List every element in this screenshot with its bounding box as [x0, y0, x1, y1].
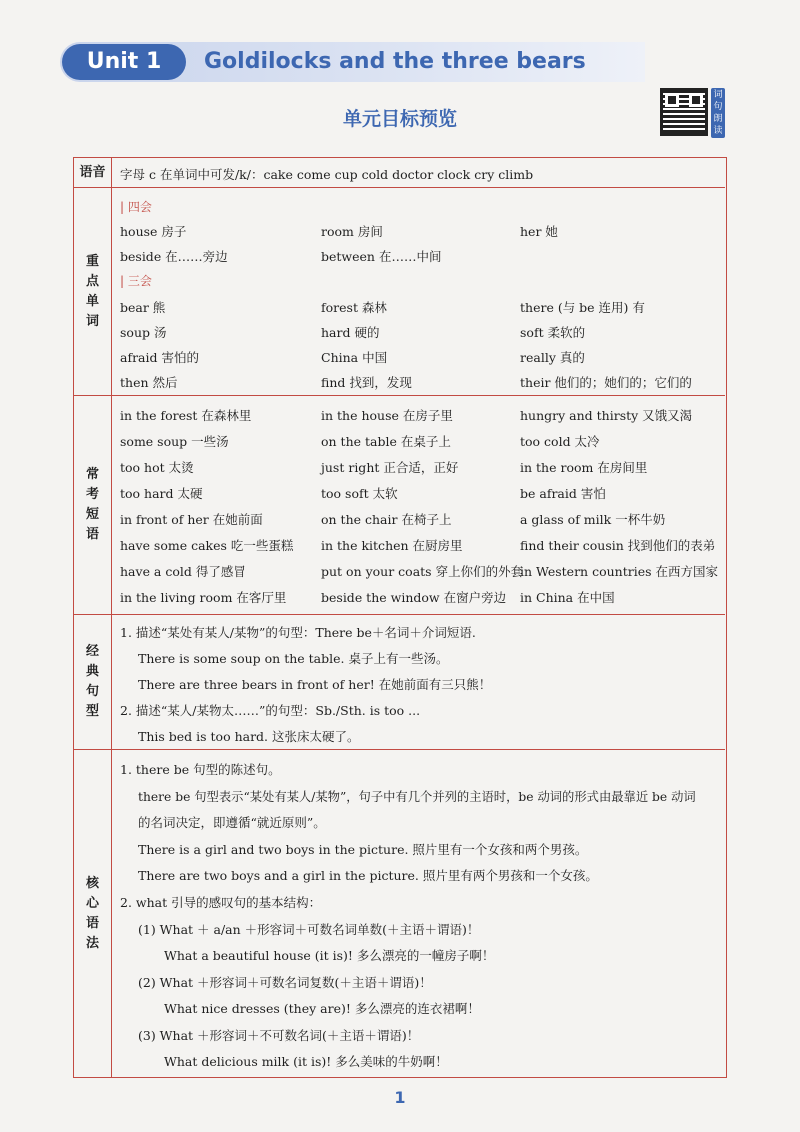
grammar-line: (3) What ＋形容词＋不可数名词(＋主语＋谓语)！ — [138, 1028, 420, 1043]
grammar-line: There are two boys and a girl in the picture. 照片里有两个男孩和一个女孩。 — [138, 868, 598, 883]
word-item: house 房子 — [120, 224, 187, 239]
phrase-item: on the chair 在椅子上 — [321, 512, 452, 527]
phrase-item: in Western countries 在西方国家 — [520, 564, 718, 579]
row-grammar — [74, 750, 725, 1078]
word-item: then 然后 — [120, 375, 178, 390]
sentence-line: 1. 描述“某处有某人/某物”的句型：There be＋名词＋介词短语. — [120, 625, 476, 640]
unit-badge: Unit 1 — [62, 44, 186, 80]
row-phrases — [74, 396, 725, 615]
category-label: 常 考 短 语 — [74, 396, 112, 614]
phrase-item: put on your coats 穿上你们的外套 — [321, 564, 524, 579]
grammar-line: There is a girl and two boys in the picture. 照片里有一个女孩和两个男孩。 — [138, 842, 588, 857]
word-item: China 中国 — [321, 350, 388, 365]
section-title: 单元目标预览 — [342, 108, 457, 130]
sentence-line: This bed is too hard. 这张床太硬了。 — [138, 729, 360, 744]
phrase-item: beside the window 在窗户旁边 — [321, 590, 507, 605]
row-pronunciation — [74, 158, 725, 188]
phrase-item: in the forest 在森林里 — [120, 408, 252, 423]
phrase-item: too soft 太软 — [321, 486, 398, 501]
word-item: hard 硬的 — [321, 325, 380, 340]
page-number: 1 — [394, 1088, 406, 1107]
phrase-item: too hard 太硬 — [120, 486, 203, 501]
grammar-line: (2) What ＋形容词＋可数名词复数(＋主语＋谓语)！ — [138, 975, 432, 990]
word-item: beside 在……旁边 — [120, 249, 228, 264]
phrase-item: in the room 在房间里 — [520, 460, 648, 475]
grammar-line: 2. what 引导的感叹句的基本结构： — [120, 895, 322, 910]
phrase-item: some soup 一些汤 — [120, 434, 229, 449]
word-item: there (与 be 连用) 有 — [520, 300, 645, 315]
word-item: find 找到，发现 — [321, 375, 412, 390]
phrase-item: have a cold 得了感冒 — [120, 564, 246, 579]
subheading-three-skill: | 三会 — [120, 272, 152, 289]
word-item: forest 森林 — [321, 300, 387, 315]
grammar-line: there be 句型表示“某处有某人/某物”，句子中有几个并列的主语时，be 动词的形式由最靠近 be 动词 — [138, 790, 696, 804]
category-label: 经 典 句 型 — [74, 615, 112, 749]
word-item: her 她 — [520, 224, 558, 239]
pronunciation-text: 字母 c 在单词中可发/k/：cake come cup cold doctor clock cry climb — [120, 167, 534, 182]
grammar-line: 的名词决定，即遵循“就近原则”。 — [138, 815, 326, 830]
phrase-item: just right 正合适，正好 — [321, 460, 459, 475]
phrase-item: find their cousin 找到他们的表弟 — [520, 538, 716, 553]
phrase-item: be afraid 害怕 — [520, 486, 606, 501]
qr-label: 词句朗读 — [711, 88, 725, 138]
phrase-item: in the kitchen 在厨房里 — [321, 538, 463, 553]
phrase-item: in the house 在房子里 — [321, 408, 453, 423]
phrase-item: on the table 在桌子上 — [321, 434, 451, 449]
phrase-item: a glass of milk 一杯牛奶 — [520, 512, 666, 527]
category-label: 语音 — [74, 158, 112, 187]
subheading-four-skill: | 四会 — [120, 198, 152, 215]
grammar-line: What a beautiful house (it is)! 多么漂亮的一幢房子啊！ — [164, 948, 495, 963]
word-item: soup 汤 — [120, 325, 167, 340]
word-item: their 他们的；她们的；它们的 — [520, 375, 692, 390]
row-key-words — [74, 188, 725, 396]
phrase-item: too cold 太冷 — [520, 434, 600, 449]
sentence-line: There are three bears in front of her! 在她前面有三只熊！ — [138, 677, 492, 692]
overview-table — [73, 157, 727, 1078]
grammar-line: 1. there be 句型的陈述句。 — [120, 762, 281, 777]
word-item: room 房间 — [321, 224, 383, 239]
phrase-item: have some cakes 吃一些蛋糕 — [120, 538, 294, 553]
grammar-line: (1) What ＋ a/an ＋形容词＋可数名词单数(＋主语＋谓语)！ — [138, 922, 480, 937]
phrase-item: hungry and thirsty 又饿又渴 — [520, 408, 693, 423]
phrase-item: in the living room 在客厅里 — [120, 590, 287, 605]
word-item: between 在……中间 — [321, 249, 442, 264]
phrase-item: too hot 太烫 — [120, 460, 194, 475]
sentence-line: There is some soup on the table. 桌子上有一些汤。 — [138, 651, 449, 666]
phrase-item: in China 在中国 — [520, 590, 615, 605]
category-label: 核 心 语 法 — [74, 750, 112, 1078]
phrase-item: in front of her 在她前面 — [120, 512, 263, 527]
word-item: afraid 害怕的 — [120, 350, 199, 365]
sentence-line: 2. 描述“某人/某物太……”的句型：Sb./Sth. is too ... — [120, 703, 421, 718]
grammar-line: What nice dresses (they are)! 多么漂亮的连衣裙啊！ — [164, 1001, 480, 1016]
category-label: 重 点 单 词 — [74, 188, 112, 395]
word-item: soft 柔软的 — [520, 325, 586, 340]
grammar-line: What delicious milk (it is)! 多么美味的牛奶啊！ — [164, 1054, 448, 1069]
word-item: bear 熊 — [120, 300, 166, 315]
unit-title: Goldilocks and the three bears — [204, 49, 586, 74]
word-item: really 真的 — [520, 350, 585, 365]
row-sentences — [74, 615, 725, 750]
